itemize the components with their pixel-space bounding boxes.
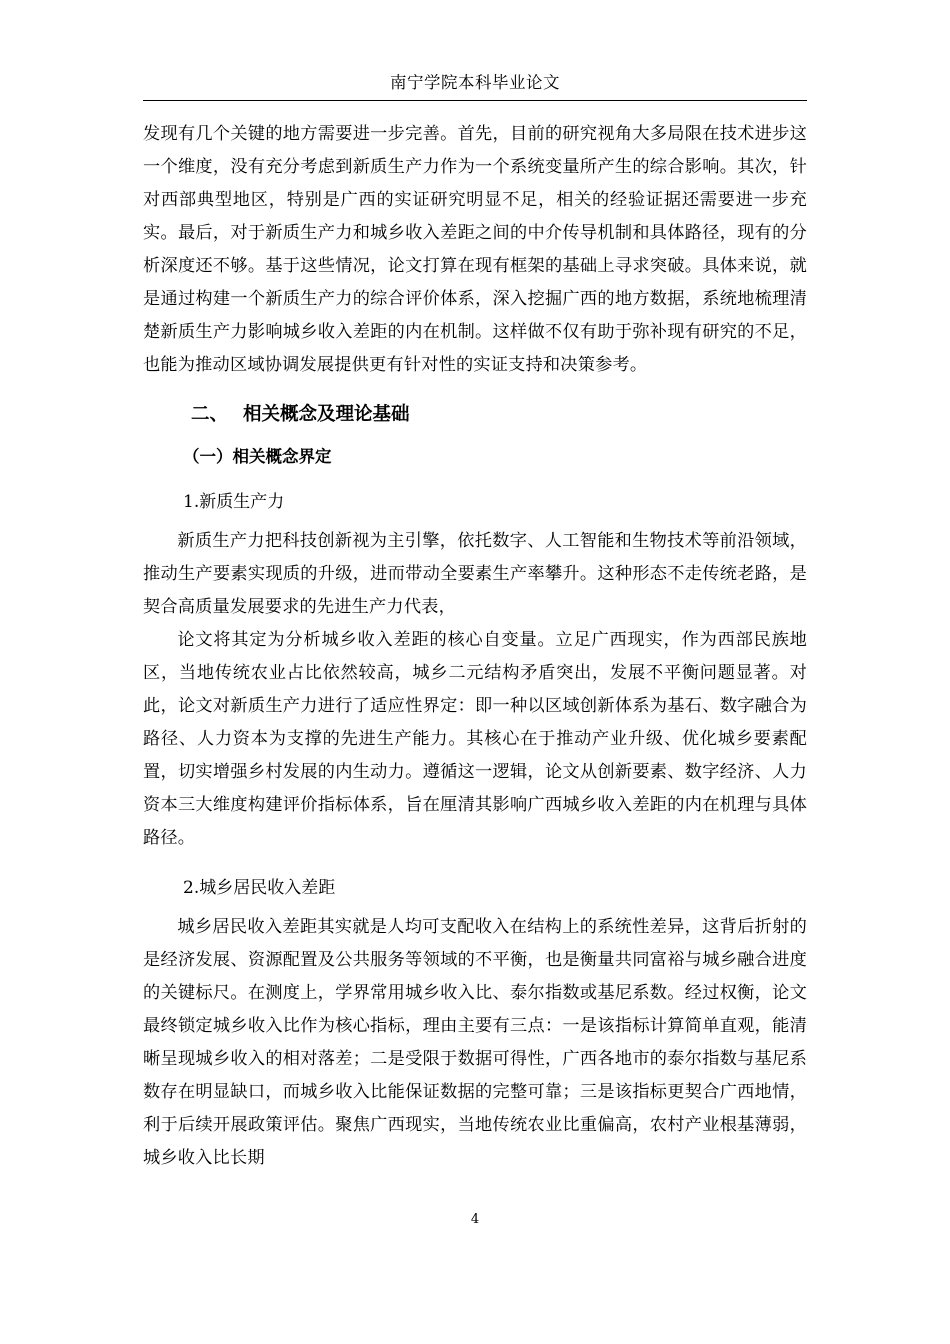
paragraph-new-productivity-guangxi: 论文将其定为分析城乡收入差距的核心自变量。立足广西现实，作为西部民族地区，当地传统农业占比依然较高，城乡二元结构矛盾突出，发展不平衡问题显著。对此，论文对新质生产力进行了适应性界定：即一种以区域创新体系为基石、数字融合为路径、人力资本为支撑的先进生产能力。其核心在于推动产业升级、优化城乡要素配置，切实增强乡村发展的内生动力。遵循这一逻辑，论文从创新要素、数字经济、人力资本三大维度构建评价指标体系，旨在厘清其影响广西城乡收入差距的内在机理与具体路径。 <box>143 630 807 848</box>
subsection-heading: （一）相关概念界定 <box>183 447 332 466</box>
running-header-title: 南宁学院本科毕业论文 <box>390 73 560 92</box>
item-heading-income-gap: 2.城乡居民收入差距 <box>183 878 336 898</box>
page-body <box>143 118 807 1175</box>
paragraph-income-gap: 城乡居民收入差距其实就是人均可支配收入在结构上的系统性差异，这背后折射的是经济发展、资源配置及公共服务等领域的不平衡，也是衡量共同富裕与城乡融合进度的关键标尺。在测度上，学界常用城乡收入比、泰尔指数或基尼系数。经过权衡，论文最终锁定城乡收入比作为核心指标，理由主要有三点：一是该指标计算简单直观，能清晰呈现城乡收入的相对落差；二是受限于数据可得性，广西各地市的泰尔指数与基尼系数存在明显缺口，而城乡收入比能保证数据的完整可靠；三是该指标更契合广西地情，利于后续开展政策评估。聚焦广西现实，当地传统农业比重偏高，农村产业根基薄弱，城乡收入比长期 <box>143 917 807 1168</box>
paragraph-intro-continued: 发现有几个关键的地方需要进一步完善。首先，目前的研究视角大多局限在技术进步这一个维度，没有充分考虑到新质生产力作为一个系统变量所产生的综合影响。其次，针对西部典型地区，特别是广西的实证研究明显不足，相关的经验证据还需要进一步充实。最后，对于新质生产力和城乡收入差距之间的中介传导机制和具体路径，现有的分析深度还不够。基于这些情况，论文打算在现有框架的基础上寻求突破。具体来说，就是通过构建一个新质生产力的综合评价体系，深入挖掘广西的地方数据，系统地梳理清楚新质生产力影响城乡收入差距的内在机制。这样做不仅有助于弥补现有研究的不足，也能为推动区域协调发展提供更有针对性的实证支持和决策参考。 <box>143 124 807 375</box>
section-heading <box>143 382 807 434</box>
running-header <box>143 66 807 101</box>
paragraph-new-productivity-definition: 新质生产力把科技创新视为主引擎，依托数字、人工智能和生物技术等前沿领域，推动生产要素实现质的升级，进而带动全要素生产率攀升。这种形态不走传统老路，是契合高质量发展要求的先进生产力代表， <box>143 531 807 617</box>
section-number: 二、 <box>191 404 229 425</box>
page-number: 4 <box>470 1212 480 1227</box>
section-title: 相关概念及理论基础 <box>243 404 410 425</box>
item-heading-new-productivity: 1.新质生产力 <box>183 492 285 512</box>
